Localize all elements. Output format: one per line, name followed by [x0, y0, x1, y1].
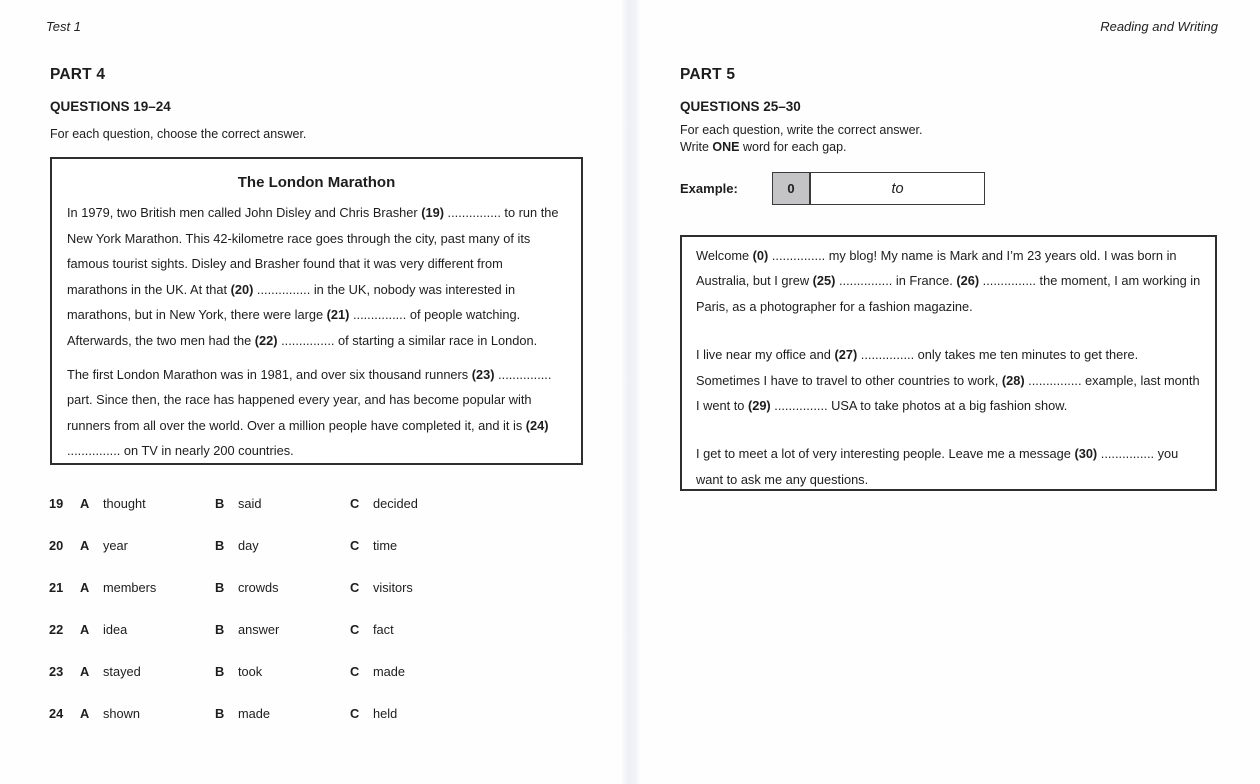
option-text-c: held [373, 706, 398, 721]
option-letter-a: A [80, 538, 90, 553]
question-number: 21 [49, 580, 64, 595]
option-text-a: thought [103, 496, 146, 511]
question-number: 24 [49, 706, 64, 721]
question-number: 23 [49, 664, 64, 679]
option-letter-c: C [350, 580, 360, 595]
option-row [49, 538, 589, 580]
option-letter-a: A [80, 706, 90, 721]
option-letter-a: A [80, 496, 90, 511]
option-text-a: shown [103, 706, 140, 721]
option-letter-b: B [215, 580, 225, 595]
running-head-section-title: Reading and Writing [1100, 19, 1218, 34]
option-text-a: members [103, 580, 157, 595]
example-row [680, 172, 985, 205]
example-label: Example: [680, 181, 738, 196]
option-letter-a: A [80, 664, 90, 679]
blog-paragraph-3: I get to meet a lot of very interesting people. Leave me a message (30) ............... you want to ask me any questions. [696, 446, 1179, 487]
passage-title: The London Marathon [237, 174, 396, 191]
page-gutter-divider [622, 0, 640, 784]
question-number: 22 [49, 622, 64, 637]
page-right [640, 0, 1260, 784]
questions-19-24-heading: QUESTIONS 19–24 [50, 99, 171, 114]
multiple-choice-options-table [49, 496, 589, 748]
option-text-b: said [238, 496, 262, 511]
option-letter-b: B [215, 664, 225, 679]
option-text-b: crowds [238, 580, 279, 595]
option-text-a: year [103, 538, 128, 553]
london-marathon-passage-box [50, 157, 583, 465]
option-text-c: time [373, 538, 398, 553]
question-number: 20 [49, 538, 64, 553]
option-text-b: took [238, 664, 263, 679]
blog-paragraph-1: Welcome (0) ............... my blog! My name is Mark and I’m 23 years old. I was born in Australia, but I grew (25) ............... in France. (26) ............... the moment, I am working in Paris, as a photographer for a fashion magazine. [696, 248, 1201, 314]
option-letter-b: B [215, 496, 225, 511]
option-text-c: decided [373, 496, 418, 511]
option-text-a: stayed [103, 664, 141, 679]
part-5-heading: PART 5 [680, 66, 736, 83]
option-row [49, 580, 589, 622]
option-row [49, 496, 589, 538]
option-letter-c: C [350, 706, 360, 721]
blog-passage-box [680, 235, 1217, 491]
option-text-b: made [238, 706, 271, 721]
option-letter-b: B [215, 706, 225, 721]
option-row [49, 622, 589, 664]
option-letter-c: C [350, 538, 360, 553]
option-text-c: fact [373, 622, 394, 637]
option-row [49, 664, 589, 706]
part-5-instruction [680, 122, 922, 155]
option-letter-c: C [350, 496, 360, 511]
option-text-a: idea [103, 622, 128, 637]
page-left [0, 0, 622, 784]
option-text-b: day [238, 538, 259, 553]
option-text-b: answer [238, 622, 280, 637]
part-5-instruction-line-2: Write ONE word for each gap. [680, 139, 847, 154]
option-row [49, 706, 589, 748]
part-5-instruction-line-1: For each question, write the correct answer. [680, 123, 923, 137]
running-head-test-number: Test 1 [46, 19, 81, 34]
option-letter-b: B [215, 538, 225, 553]
example-answer-text: to [891, 180, 904, 197]
option-letter-b: B [215, 622, 225, 637]
passage-paragraph-2: The first London Marathon was in 1981, and over six thousand runners (23) ............... part. Since then, the race has happened every year, and has become popular with runners from all over the world. Over a million people have completed it, and it is (24) ............... on TV in nearly 200 countries. [67, 366, 552, 459]
part-4-heading: PART 4 [50, 66, 106, 83]
example-question-number: 0 [773, 173, 811, 204]
part-4-instruction: For each question, choose the correct answer. [50, 127, 307, 141]
option-letter-a: A [80, 580, 90, 595]
passage-paragraph-1: In 1979, two British men called John Disley and Chris Brasher (19) ............... to run the New York Marathon. This 42-kilometre race goes through the city, past many of its famous tourist sights. Disley and Brasher found that it was very different from marathons in the UK. At that (20) ............... in the UK, nobody was interested in marathons, but in New York, there were large (21) ............... of people watching. Afterwards, the two men had the (22) ............... of starting a similar race in London. [67, 205, 559, 348]
questions-25-30-heading: QUESTIONS 25–30 [680, 99, 801, 114]
option-letter-c: C [350, 622, 360, 637]
option-letter-c: C [350, 664, 360, 679]
option-text-c: made [373, 664, 406, 679]
option-text-c: visitors [373, 580, 413, 595]
blog-paragraph-2: I live near my office and (27) ............... only takes me ten minutes to get there. Sometimes I have to travel to other countries to work, (28) ............... example, last month I went to (29) ............... USA to take photos at a big fashion show. [696, 347, 1200, 414]
question-number: 19 [49, 496, 64, 511]
option-letter-a: A [80, 622, 90, 637]
example-answer-box [772, 172, 985, 205]
